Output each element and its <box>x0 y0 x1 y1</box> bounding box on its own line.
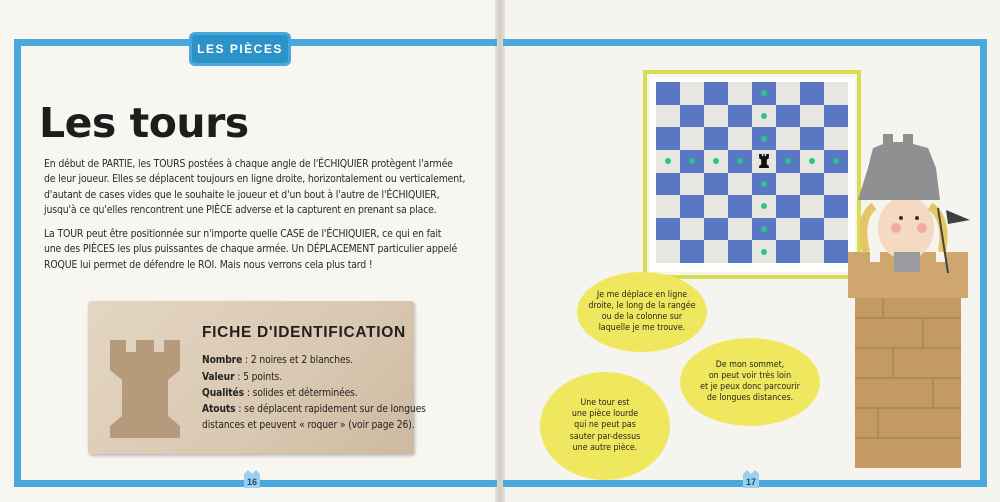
page-number-text: 17 <box>745 477 756 487</box>
board-square <box>800 105 824 128</box>
board-square <box>752 195 776 218</box>
card-value: : 2 noires et 2 blanches. <box>242 355 353 366</box>
move-dot-icon <box>761 203 767 209</box>
board-square <box>656 82 680 105</box>
page-number-right <box>742 469 760 489</box>
board-square <box>704 105 728 128</box>
board-square <box>704 173 728 196</box>
board-square <box>800 127 824 150</box>
board-square <box>680 218 704 241</box>
board-square <box>752 105 776 128</box>
card-value: : 5 points. <box>234 372 283 383</box>
card-row-count <box>202 355 353 366</box>
card-row-continuation: distances et peuvent « roquer » (voir page 26). <box>202 420 415 431</box>
board-square <box>656 240 680 263</box>
board-square <box>680 105 704 128</box>
board-square <box>728 127 752 150</box>
board-square <box>776 82 800 105</box>
board-square <box>800 195 824 218</box>
card-title: FICHE D'IDENTIFICATION <box>202 324 406 341</box>
board-square <box>752 127 776 150</box>
card-label: Nombre <box>202 355 243 366</box>
card-label: Atouts <box>202 404 236 415</box>
board-square <box>704 150 728 173</box>
move-dot-icon <box>761 226 767 232</box>
page-number-left <box>243 469 261 489</box>
text-line: La TOUR peut être positionnée sur n'importe quelle CASE de l'ÉCHIQUIER, ce qui en fait <box>44 228 442 240</box>
text-line: d'autant de cases vides que le souhaite le joueur et d'un bout à l'autre de l'ÉCHIQUIER, <box>44 188 440 201</box>
board-square <box>704 240 728 263</box>
board-square <box>800 82 824 105</box>
card-row-value <box>202 372 282 383</box>
move-dot-icon <box>761 113 767 119</box>
move-dot-icon <box>761 90 767 96</box>
page-number-text: 16 <box>246 477 257 487</box>
bubble-text: Je me déplace en ligne droite, le long de la rangée ou de la colonne sur laquelle je me trouve. <box>588 289 696 334</box>
board-square <box>656 218 680 241</box>
text-line: ROQUE lui permet de défendre le ROI. Mais nous verrons cela plus tard ! <box>44 258 373 271</box>
move-dot-icon <box>761 249 767 255</box>
board-square <box>776 105 800 128</box>
board-square <box>680 82 704 105</box>
page-title: Les tours <box>39 99 249 147</box>
board-square <box>776 240 800 263</box>
board-square <box>728 173 752 196</box>
board-square <box>776 150 800 173</box>
bubble-text: Une tour est une pièce lourde qui ne peut pas sauter par-dessus une autre pièce. <box>569 397 641 453</box>
move-dot-icon <box>713 158 719 164</box>
card-value: : se déplacent rapidement sur de longues <box>235 404 426 415</box>
card-label: Valeur <box>202 372 235 383</box>
move-dot-icon <box>737 158 743 164</box>
move-dot-icon <box>809 158 815 164</box>
board-square <box>824 82 848 105</box>
section-tab: LES PIÈCES <box>192 35 288 63</box>
board-square <box>680 150 704 173</box>
text-line: En début de PARTIE, les TOURS postées à chaque angle de l'ÉCHIQUIER protègent l'armée <box>44 158 453 170</box>
board-square <box>728 218 752 241</box>
board-square <box>728 105 752 128</box>
board-square <box>656 150 680 173</box>
bubble-text: De mon sommet, on peut voir très loin et je peux donc parcourir de longues distances. <box>700 359 800 404</box>
board-square <box>680 173 704 196</box>
move-dot-icon <box>689 158 695 164</box>
board-square <box>776 173 800 196</box>
board-square <box>776 195 800 218</box>
card-value: : solides et déterminées. <box>244 388 358 399</box>
second-paragraph <box>44 227 474 273</box>
board-square <box>800 173 824 196</box>
speech-bubble <box>577 272 707 352</box>
board-square <box>728 195 752 218</box>
board-square <box>800 150 824 173</box>
board-square <box>800 218 824 241</box>
board-square <box>824 105 848 128</box>
chessboard <box>656 82 848 263</box>
board-square <box>728 82 752 105</box>
board-square <box>704 218 728 241</box>
move-dot-icon <box>785 158 791 164</box>
board-square <box>752 240 776 263</box>
card-row-qualities <box>202 388 358 399</box>
black-rook-icon <box>757 153 771 169</box>
board-square <box>656 105 680 128</box>
board-square <box>656 127 680 150</box>
board-square <box>752 218 776 241</box>
board-square <box>656 173 680 196</box>
board-square <box>728 150 752 173</box>
card-label: Qualités <box>202 388 245 399</box>
move-dot-icon <box>761 181 767 187</box>
board-square <box>680 127 704 150</box>
board-square <box>704 195 728 218</box>
intro-paragraph <box>44 157 474 219</box>
board-square <box>680 195 704 218</box>
board-square <box>800 240 824 263</box>
speech-bubble <box>680 338 820 426</box>
move-dot-icon <box>761 136 767 142</box>
rook-silhouette-icon <box>104 338 186 440</box>
board-square <box>680 240 704 263</box>
board-square <box>704 82 728 105</box>
board-square <box>752 173 776 196</box>
board-square <box>776 127 800 150</box>
speech-bubble <box>540 372 670 480</box>
rook-character-illustration <box>838 128 978 468</box>
board-square <box>656 195 680 218</box>
text-line: une des PIÈCES les plus puissantes de chaque armée. Un DÉPLACEMENT particulier appelé <box>44 243 458 256</box>
text-line: jusqu'à ce qu'elles rencontrent une PIÈCE adverse et la capturent en prenant sa place. <box>44 204 437 217</box>
card-row-assets <box>202 404 426 415</box>
move-dot-icon <box>665 158 671 164</box>
board-square <box>776 218 800 241</box>
board-square <box>704 127 728 150</box>
board-square <box>752 150 776 173</box>
board-square <box>728 240 752 263</box>
text-line: de leur joueur. Elles se déplacent toujours en ligne droite, horizontalement ou verticalement, <box>44 173 466 186</box>
board-square <box>752 82 776 105</box>
